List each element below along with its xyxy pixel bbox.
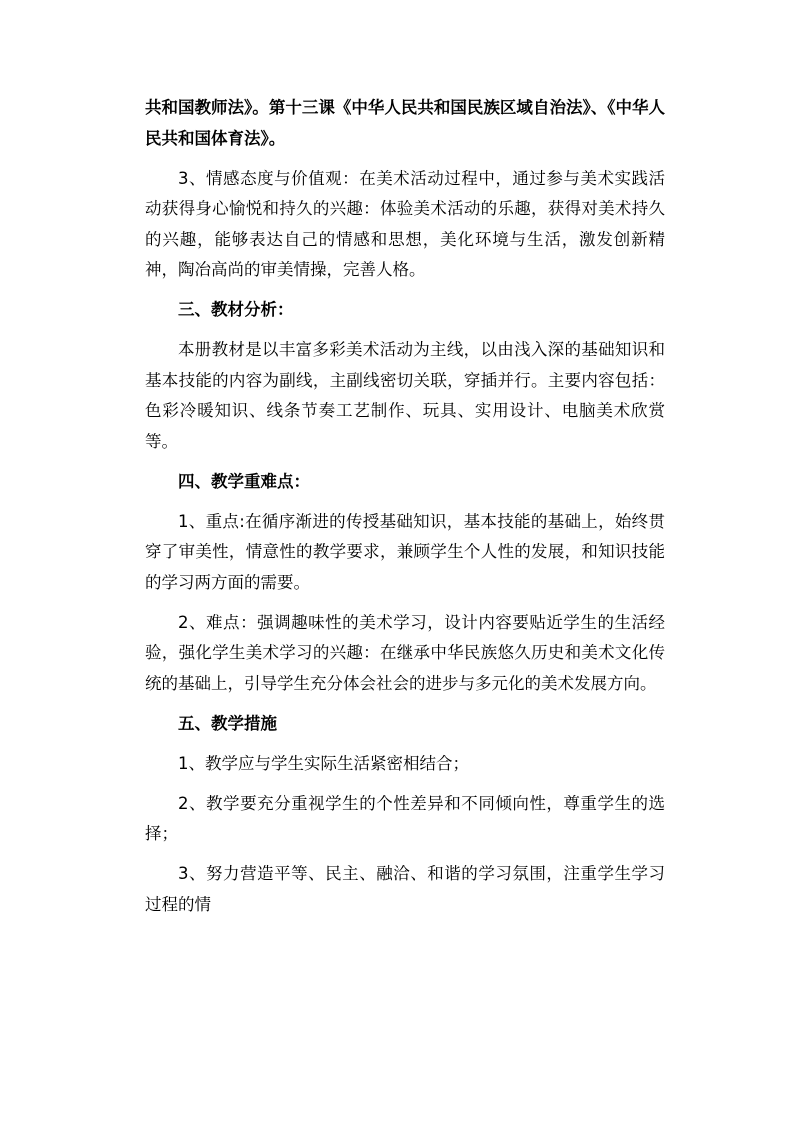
paragraph-measure-1: 1、教学应与学生实际生活紧密相结合；: [178, 753, 469, 773]
heading-teaching-measures: 五、教学措施: [178, 713, 277, 733]
paragraph-law-list-continued: 共和国教师法》。第十三课《中华人民共和国民族区域自治法》、《中华人民共和国体育法》。: [145, 98, 665, 148]
paragraph-emotion-attitude-values: 3、情感态度与价值观：在美术活动过程中，通过参与美术实践活动获得身心愉悦和持久的兴趣：体验美术活动的乐趣，获得对美术持久的兴趣，能够表达自己的情感和思想，美化环境与生活，激发创新精神，陶冶高尚的审美情操，完善人格。: [145, 168, 665, 279]
paragraph-textbook-analysis: 本册教材是以丰富多彩美术活动为主线，以由浅入深的基础知识和基本技能的内容为副线，主副线密切关联，穿插并行。主要内容包括：色彩冷暖知识、线条节奏工艺制作、玩具、实用设计、电脑美术欣赏等。: [145, 340, 665, 451]
heading-textbook-analysis: 三、教材分析：: [178, 300, 294, 319]
paragraph-key-point: 1、重点:在循序渐进的传授基础知识，基本技能的基础上，始终贯穿了审美性，情意性的教学要求，兼顾学生个人性的发展，和知识技能的学习两方面的需要。: [145, 511, 665, 592]
paragraph-difficulty: 2、难点：强调趣味性的美术学习，设计内容要贴近学生的生活经验，强化学生美术学习的兴趣：在继承中华民族悠久历史和美术文化传统的基础上，引导学生充分体会社会的进步与多元化的美术发展方向。: [145, 612, 665, 693]
heading-key-difficulties: 四、教学重难点：: [178, 471, 310, 491]
paragraph-measure-3: 3、努力营造平等、民主、融洽、和谐的学习氛围，注重学生学习过程的情: [145, 864, 665, 914]
document-body: [145, 93, 665, 930]
paragraph-measure-2: 2、教学要充分重视学生的个性差异和不同倾向性，尊重学生的选择；: [145, 793, 665, 843]
